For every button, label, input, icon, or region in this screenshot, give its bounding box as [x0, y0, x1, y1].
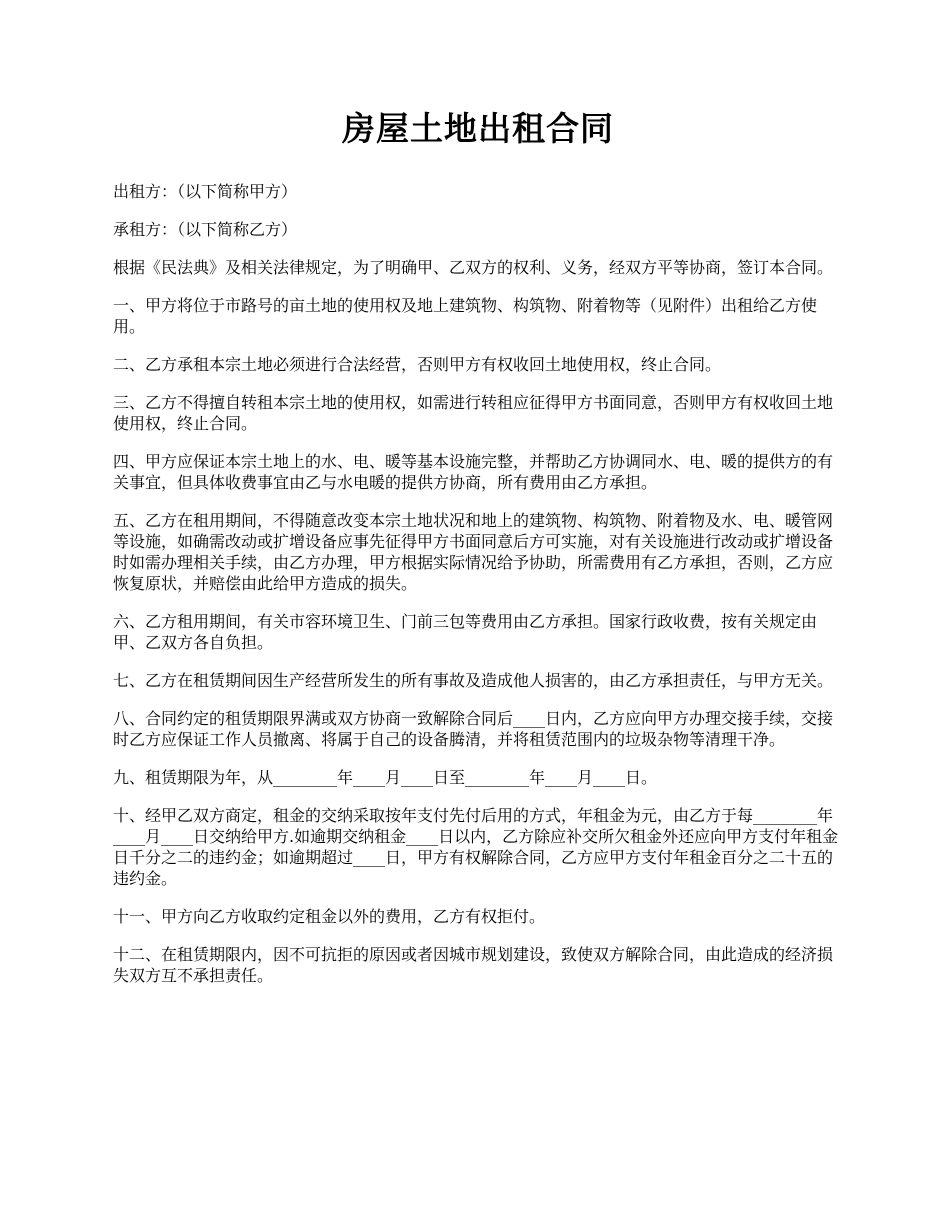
clause-8: 八、合同约定的租赁期限界满或双方协商一致解除合同后____日内，乙方应向甲方办理交接手续，交接时乙方应保证工作人员撤离、将属于自己的设备腾清，并将租赁范围内的垃圾杂物等清理干净。 [113, 708, 834, 749]
preamble-paragraph: 根据《民法典》及相关法律规定，为了明确甲、乙双方的权利、义务，经双方平等协商，签订本合同。 [113, 257, 834, 277]
clause-1: 一、甲方将位于市路号的亩土地的使用权及地上建筑物、构筑物、附着物等（见附件）出租给乙方使用。 [113, 295, 818, 336]
clause-2: 二、乙方承租本宗土地必须进行合法经营，否则甲方有权收回土地使用权，终止合同。 [113, 354, 722, 374]
clause-4: 四、甲方应保证本宗土地上的水、电、暖等基本设施完整，并帮助乙方协调同水、电、暖的提供方的有关事宜，但具体收费事宜由乙与水电暖的提供方协商，所有费用由乙方承担。 [113, 451, 834, 492]
clause-12: 十二、在租赁期限内，因不可抗拒的原因或者因城市规划建设，致使双方解除合同，由此造成的经济损失双方互不承担责任。 [113, 944, 834, 985]
document-page [113, 108, 843, 1003]
clause-6: 六、乙方租用期间，有关市容环境卫生、门前三包等费用由乙方承担。国家行政收费，按有关规定由甲、乙双方各自负担。 [113, 611, 818, 652]
clause-7: 七、乙方在租赁期间因生产经营所发生的所有事故及造成他人损害的，由乙方承担责任，与甲方无关。 [113, 670, 834, 690]
clause-5: 五、乙方在租用期间，不得随意改变本宗土地状况和地上的建筑物、构筑物、附着物及水、电、暖管网等设施，如确需改动或扩增设备应事先征得甲方书面同意后方可实施，对有关设施进行改动或扩增设备时如需办理相关手续，由乙方办理，甲方根据实际情况给予协助，所需费用有乙方承担，否则，乙方应恢复原状，并赔偿由此给甲方造成的损失。 [113, 510, 834, 593]
clause-9: 九、租赁期限为年，从________年____月____日至________年____月____日。 [113, 767, 658, 787]
clause-11: 十一、甲方向乙方收取约定租金以外的费用，乙方有权拒付。 [113, 906, 546, 926]
clause-3: 三、乙方不得擅自转租本宗土地的使用权，如需进行转租应征得甲方书面同意，否则甲方有权收回土地使用权，终止合同。 [113, 392, 834, 433]
lessee-line: 承租方：（以下简称乙方） [113, 219, 298, 239]
document-title: 房屋土地出租合同 [342, 109, 614, 148]
clause-10: 十、经甲乙双方商定，租金的交纳采取按年支付先付后用的方式，年租金为元，由乙方于每________年____月____日交纳给甲方.如逾期交纳租金____日以内，乙方除应补交所欠租金外还应向甲方支付年租金日千分之二的违约金；如逾期超过____日，甲方有权解除合同，乙方应甲方支付年租金百分之二十五的违约金。 [113, 805, 839, 888]
lessor-line: 出租方：（以下简称甲方） [113, 181, 298, 201]
